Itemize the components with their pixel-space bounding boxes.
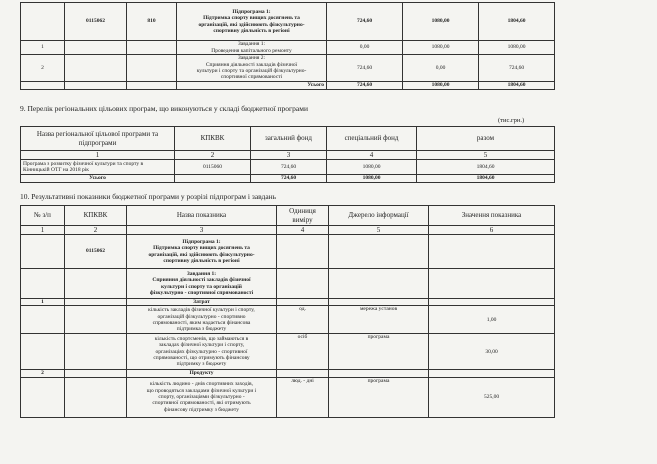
task-row <box>21 269 555 299</box>
section-9-title: 9. Перелік регіональних цільових програм, що виконуються у складі бюджетної програми <box>20 104 308 113</box>
unit-note: (тис.грн.) <box>498 117 525 124</box>
program-name: Підпрограма 1: Підтримка спорту вищих досягнень та організацій, які здійснюють фізкультурно- спортивну діяльність в регіоні <box>127 235 277 269</box>
performance-indicators-table <box>20 205 555 418</box>
total-row: Усього 724,60 1080,00 1804,60 <box>21 82 555 90</box>
regional-program-name: Програма з розвитку фізичної культури та спорту в Кінницькій ОТГ на 2018 рік <box>21 160 175 175</box>
regional-programs-table <box>20 126 555 183</box>
program-kpkvk: 0115062 <box>65 235 127 269</box>
task-row: 2 Завдання 2: Сприяння діяльності закладів фізичної культури і спорту та організацій фізкультурно- спортивної спрямованості 724,60 0,00 724,60 <box>21 55 555 82</box>
indicator-name: кількість спортсменів, що займаються в закладах фізичної культури і спорту, організаціях фізкультурно - спортивної спрямованості, що отримують фінансову підтримку з бюджету <box>127 334 277 370</box>
program-total: 1804,60 <box>479 3 555 41</box>
indicator-row: кількість закладів фізичної культури і спорту, організацій фізкультурно - спортивно спрямованості, яким надається фінансова підтримка з бюджету од. мережа установ 1,00 <box>21 306 555 334</box>
task-name: Завдання 2: Сприяння діяльності закладів фізичної культури і спорту та організацій фізкультурно- спортивної спрямованості <box>177 55 327 82</box>
group-row: 1 Затрат <box>21 299 555 306</box>
program-general: 724,60 <box>327 3 403 41</box>
subprogram-funding-table <box>20 2 555 90</box>
section-10-title: 10. Результативні показники бюджетної програми у розрізі підпрограм і завдань <box>20 192 277 201</box>
column-numbers-row: 1 2 3 4 5 <box>21 151 555 160</box>
total-row: Усього 724,60 1080,00 1804,60 <box>21 175 555 183</box>
program-code: 0115062 <box>65 3 127 41</box>
task-row: 1 Завдання 1: Проведення капітального ремонту 0,00 1080,00 1080,00 <box>21 41 555 55</box>
program-kfkvk: 810 <box>127 3 177 41</box>
task-name: Завдання 1: Проведення капітального ремонту <box>177 41 327 55</box>
header-row: № з/п КПКВК Назва показника Одиниця виміру Джерело інформації Значення показника <box>21 206 555 226</box>
program-name: Підпрограма 1: Підтримка спорту вищих досягнень та організацій, які здійснюють фізкультурно- спортивну діяльність в регіоні <box>177 3 327 41</box>
indicator-name: кількість закладів фізичної культури і спорту, організацій фізкультурно - спортивно спрямованості, яким надається фінансова підтримка з бюджету <box>127 306 277 334</box>
program-row: Програма з розвитку фізичної культури та спорту в Кінницькій ОТГ на 2018 рік 0115060 724,60 1080,00 1804,60 <box>21 160 555 175</box>
header-row: Назва регіональної цільової програми та підпрограми КПКВК загальний фонд спеціальний фонд разом <box>21 127 555 151</box>
program-row <box>21 3 555 41</box>
indicator-row: кількість спортсменів, що займаються в закладах фізичної культури і спорту, організаціях фізкультурно - спортивної спрямованості, що отримують фінансову підтримку з бюджету осіб програма 30,00 <box>21 334 555 370</box>
indicator-name: кількість людино - днів спортивних заходів, що проводяться закладами фізичної культури і спорту, організаціями фізкультурно - спортивної спрямованості, які отримують фінансову підтримку з бюджету <box>127 377 277 417</box>
group-row: 2 Продукту <box>21 370 555 377</box>
task-name: Завдання 1: Сприяння діяльності закладів фізичної культури і спорту та організацій фізкультурно - спортивної спрямованості <box>127 269 277 299</box>
indicator-row: кількість людино - днів спортивних заходів, що проводяться закладами фізичної культури і спорту, організаціями фізкультурно - спортивної спрямованості, які отримують фінансову підтримку з бюджету люд. - дні програма 525,00 <box>21 377 555 417</box>
program-row <box>21 235 555 269</box>
column-numbers-row: 1 2 3 4 5 6 <box>21 226 555 235</box>
program-special: 1080,00 <box>403 3 479 41</box>
